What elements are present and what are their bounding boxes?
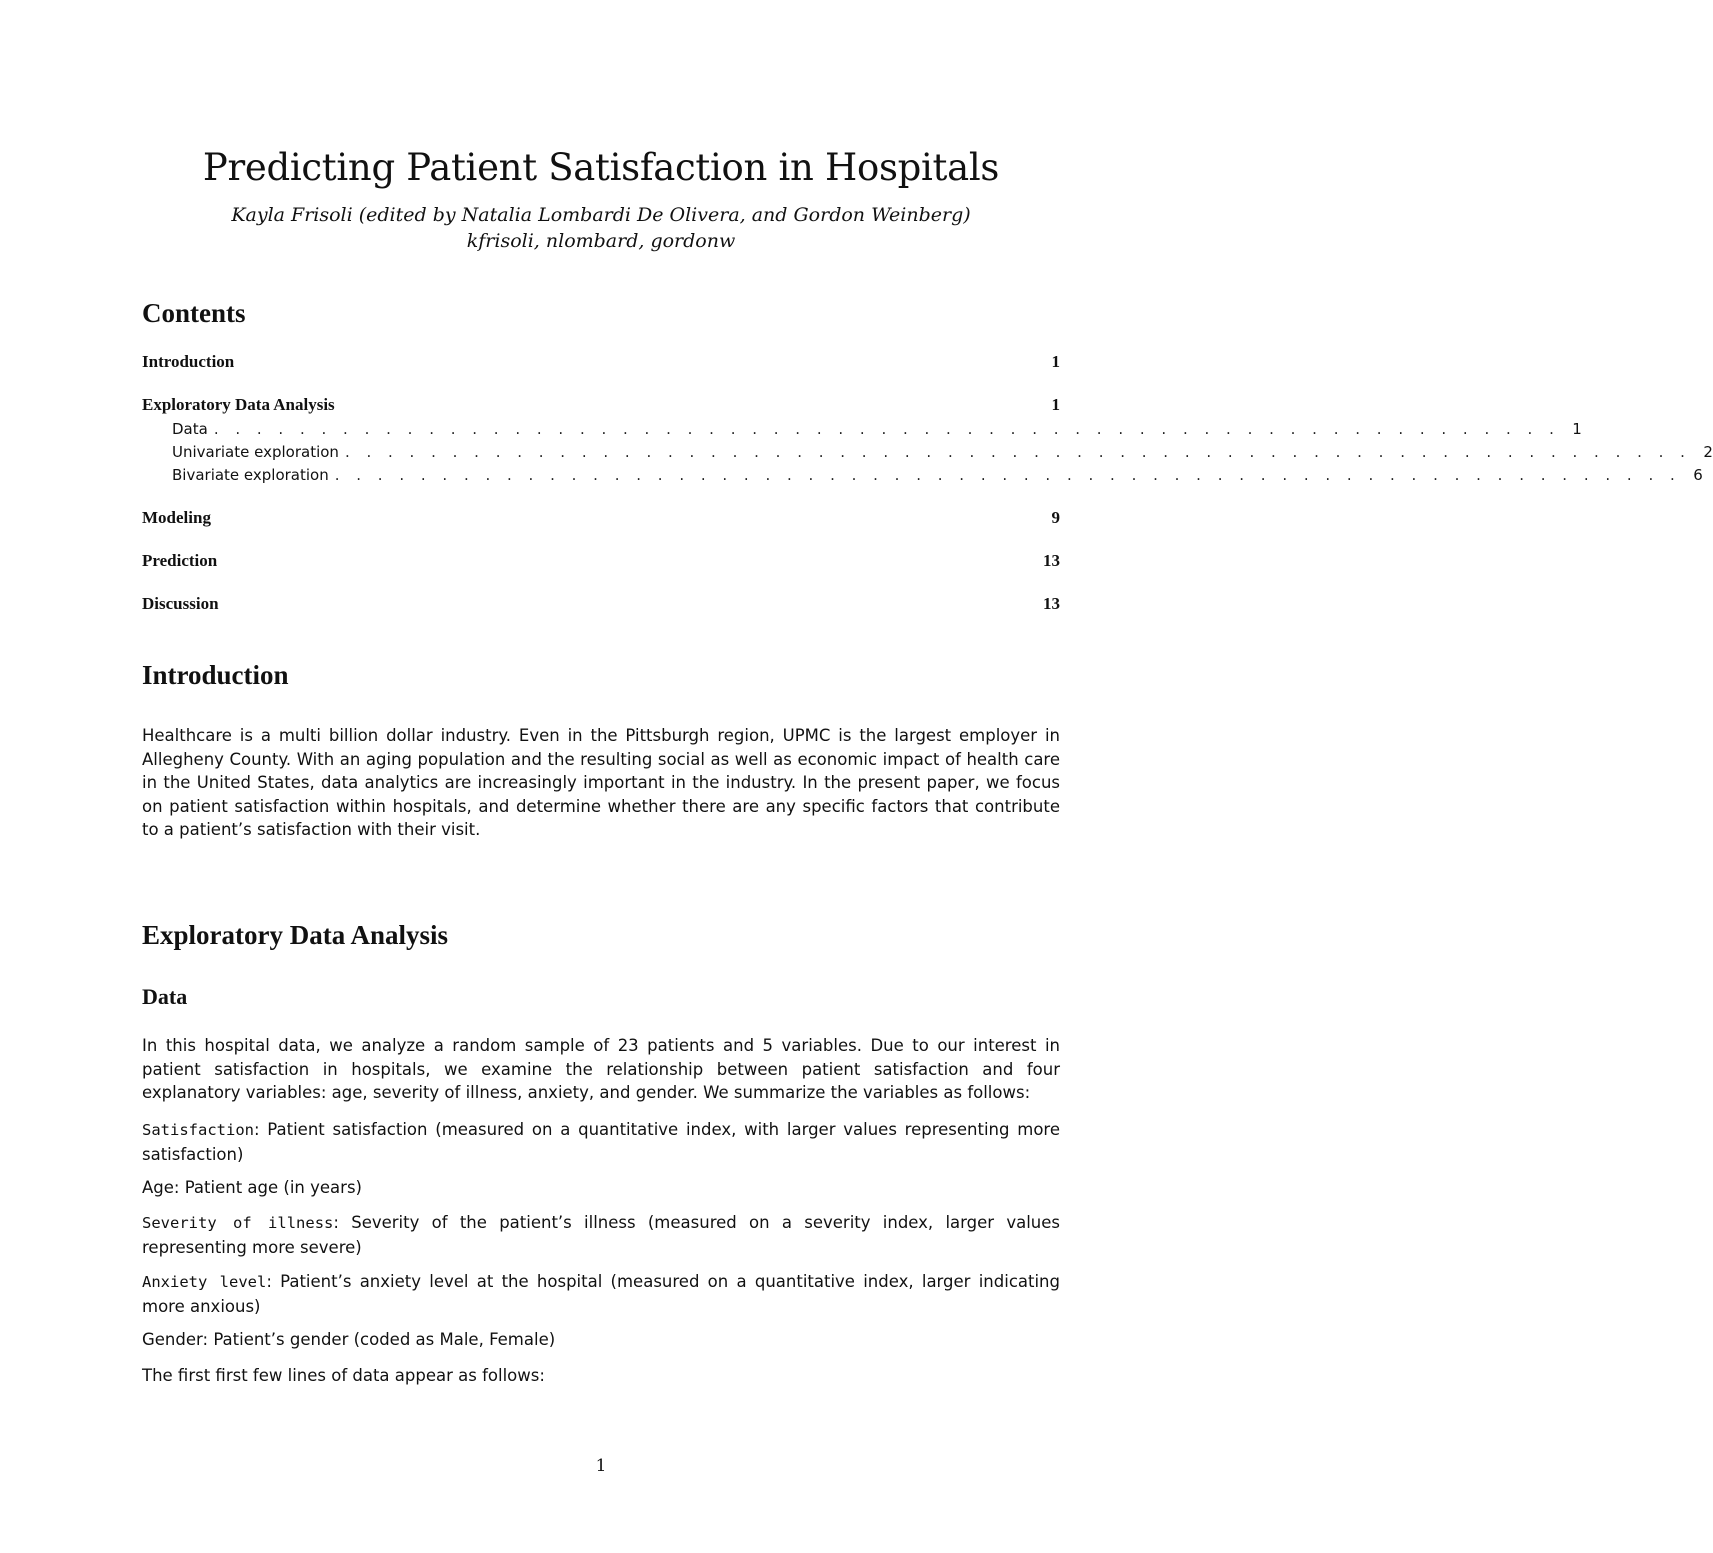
page-number: 1 bbox=[595, 1456, 607, 1476]
variable-name: Satisfaction bbox=[142, 1121, 254, 1139]
toc-entry-page: 13 bbox=[1043, 594, 1060, 613]
author-names: Kayla Frisoli (edited by Natalia Lombardi De Olivera, and Gordon Weinberg) bbox=[231, 204, 971, 226]
toc-leader-dots: . . . . . . . . . . . . . . . . . . . . . . . . . . . . . . . . . . . . . . . . . . . . . . . . . . . . . . . . . . . . . . . bbox=[344, 443, 1691, 461]
toc-entry-prediction[interactable] bbox=[142, 551, 1060, 571]
author-ids: kfrisoli, nlombard, gordonw bbox=[466, 230, 736, 252]
data-intro-paragraph: In this hospital data, we analyze a random sample of 23 patients and 5 variables. Due to our interest in patient satisfaction in hospitals, we examine the relationship between patient satisfaction and four explanatory variables: age, severity of illness, anxiety, and gender. We summarize the variables as follows: bbox=[142, 1036, 1060, 1103]
toc-entry-label: Exploratory Data Analysis bbox=[142, 395, 335, 414]
toc-entry-page: 13 bbox=[1043, 551, 1060, 570]
variable-name: Age bbox=[142, 1178, 174, 1197]
variable-description: : Patient satisfaction (measured on a quantitative index, with larger values representing more satisfaction) bbox=[142, 1120, 1060, 1164]
toc-leader-dots: . . . . . . . . . . . . . . . . . . . . . . . . . . . . . . . . . . . . . . . . . . . . . . . . . . . . . . . . . . . . . . . bbox=[334, 466, 1681, 484]
paper-title: Predicting Patient Satisfaction in Hospitals bbox=[202, 146, 1000, 189]
toc-subentry-page: 6 bbox=[1693, 466, 1703, 484]
toc-entry-label: Modeling bbox=[142, 508, 211, 527]
toc-subentry-page: 1 bbox=[1572, 420, 1582, 438]
eda-heading: Exploratory Data Analysis bbox=[142, 920, 449, 950]
introduction-paragraph: Healthcare is a multi billion dollar industry. Even in the Pittsburgh region, UPMC is the largest employer in Allegheny County. With an aging population and the resulting social as well as economic impact of health care in the United States, data analytics are increasingly important in the industry. In the present paper, we focus on patient satisfaction within hospitals, and determine whether there are any specific factors that contribute to a patient’s satisfaction with their visit. bbox=[142, 726, 1060, 840]
variable-name: Severity of illness bbox=[142, 1214, 334, 1232]
paper-page bbox=[142, 0, 1713, 1553]
variable-satisfaction bbox=[142, 1118, 1060, 1166]
variable-anxiety bbox=[142, 1270, 1060, 1318]
variable-description: : Patient’s gender (coded as Male, Female) bbox=[202, 1330, 556, 1349]
variable-gender bbox=[142, 1328, 1060, 1352]
toc-entry-label: Introduction bbox=[142, 352, 235, 371]
toc-entry-label: Prediction bbox=[142, 551, 218, 570]
toc-subentry-data[interactable] bbox=[172, 420, 1582, 438]
toc-entry-discussion[interactable] bbox=[142, 594, 1060, 614]
toc-subentry-bivariate-exploration[interactable] bbox=[172, 466, 1703, 484]
author-block bbox=[142, 202, 1060, 254]
toc-subentry-label: Bivariate exploration bbox=[172, 466, 329, 484]
toc-entry-page: 1 bbox=[1051, 395, 1060, 414]
toc-entry-page: 1 bbox=[1051, 352, 1060, 371]
data-closing-sentence: The first first few lines of data appear as follows: bbox=[142, 1366, 545, 1385]
variable-severity bbox=[142, 1211, 1060, 1259]
variable-age bbox=[142, 1176, 1060, 1200]
toc-subentry-label: Data bbox=[172, 420, 208, 438]
toc-entry-exploratory-data-analysis[interactable] bbox=[142, 395, 1060, 415]
toc-entry-introduction[interactable] bbox=[142, 352, 1060, 372]
toc-entry-page: 9 bbox=[1051, 508, 1060, 527]
toc-entry-label: Discussion bbox=[142, 594, 219, 613]
toc-leader-dots: . . . . . . . . . . . . . . . . . . . . . . . . . . . . . . . . . . . . . . . . . . . . . . . . . . . . . . . . . . . . . . . bbox=[213, 420, 1560, 438]
toc-entry-modeling[interactable] bbox=[142, 508, 1060, 528]
toc-subentry-label: Univariate exploration bbox=[172, 443, 339, 461]
toc-subentry-page: 2 bbox=[1703, 443, 1713, 461]
variable-description: : Patient age (in years) bbox=[173, 1178, 362, 1197]
introduction-heading: Introduction bbox=[142, 660, 289, 690]
variable-name: Anxiety level bbox=[142, 1273, 267, 1291]
variable-name: Gender bbox=[142, 1330, 203, 1349]
variable-description: : Severity of the patient’s illness (measured on a severity index, larger values representing more severe) bbox=[142, 1213, 1061, 1257]
contents-heading: Contents bbox=[142, 298, 246, 328]
data-subheading: Data bbox=[142, 984, 188, 1009]
toc-subentry-univariate-exploration[interactable] bbox=[172, 443, 1713, 461]
variable-description: : Patient’s anxiety level at the hospital (measured on a quantitative index, larger indicating more anxious) bbox=[142, 1272, 1060, 1316]
